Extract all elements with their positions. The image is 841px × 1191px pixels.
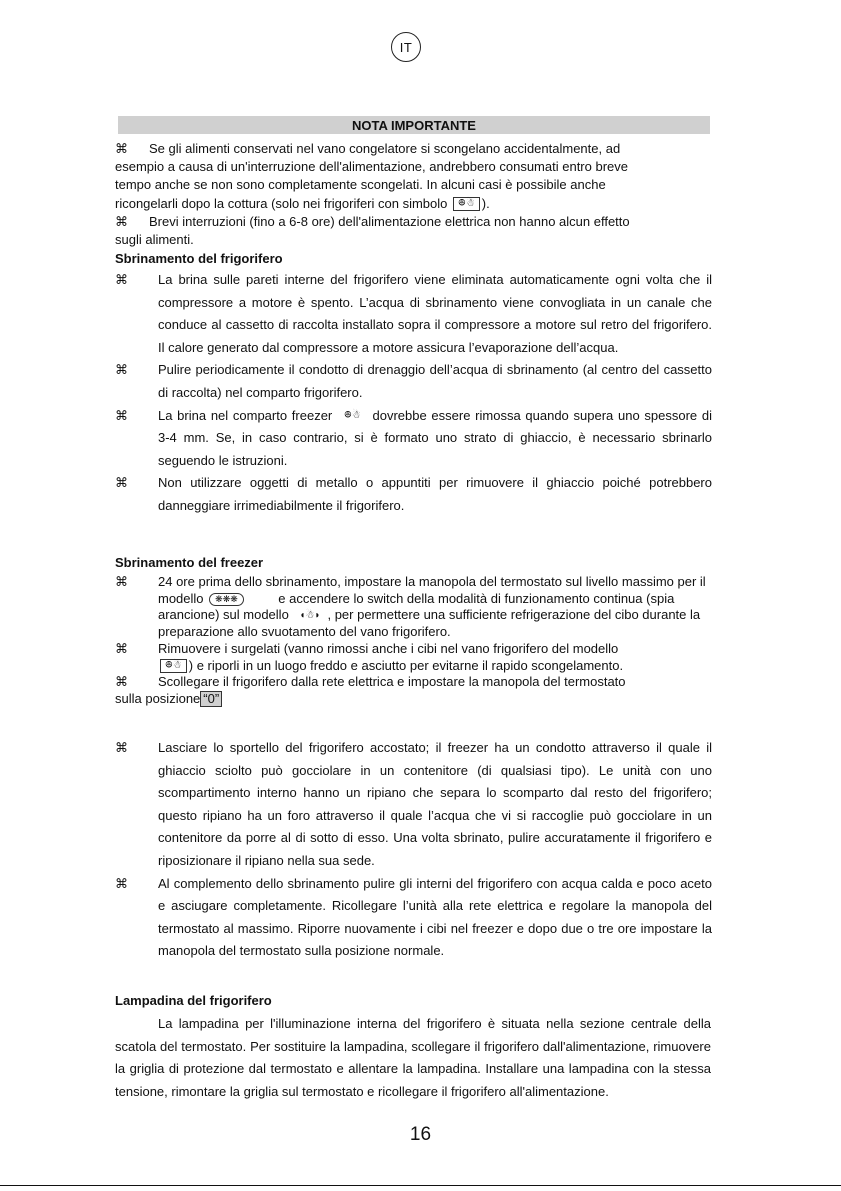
section-heading-frigo: Sbrinamento del frigorifero	[115, 251, 283, 266]
list-item: ⌘ Scollegare il frigorifero dalla rete elettrica e impostare la manopola del termostato	[115, 674, 626, 690]
note-p1-line2: esempio a causa di un'interruzione dell'alimentazione, andrebbero consumati entro breve	[115, 159, 628, 175]
list-item: ⌘ Lasciare lo sportello del frigorifero accostato; il freezer ha un condotto attraverso il quale il ghiaccio sciolto può gocciolare in un contenitore (di qualsiasi tipo). Le unità con uno scompartimento interno hanno un ripiano che separa lo scomparto dal resto del frigorifero; questo ripiano ha un foro attraverso il quale l’acqua che vi si raccoglie può gocciolare in un contenitore da porre al di sotto di esso. Una volta sbrinato, pulire accuratamente il frigorifero e riposizionare il ripiano nella sua sede.	[115, 737, 712, 873]
list-item: ⌘ Pulire periodicamente il condotto di drenaggio dell’acqua di sbrinamento (al centro del cassetto di raccolta) nel comparto frigorifero.	[115, 359, 712, 404]
section-lamp-body: La lampadina per l'illuminazione interna del frigorifero è situata nella sezione centrale della scatola del termostato. Per sostituire la lampadina, scollegare il frigorifero dall'alimentazione, rimuovere la griglia di protezione dal termostato e allentare la lampadina. Installare una lampadina con la stessa tensione, rimontare la griglia sul termostato e ricollegare il frigorifero all'alimentazione.	[115, 1016, 711, 1099]
bullet-icon: ⌘	[115, 475, 128, 491]
model-symbol-icon: ꔮ☃	[453, 197, 480, 211]
bullet-icon: ⌘	[115, 213, 128, 229]
bullet-icon: ⌘	[115, 740, 128, 755]
list-item: ⌘ Rimuovere i surgelati (vanno rimossi anche i cibi nel vano frigorifero del modello	[115, 640, 619, 656]
note-p1-line3: tempo anche se non sono completamente scongelati. In alcuni casi è possibile anche	[115, 177, 606, 193]
zero-position-label: “0”	[200, 691, 222, 707]
list-item: ⌘ Non utilizzare oggetti di metallo o appuntiti per rimuovere il ghiaccio poiché potrebbero danneggiare irrimediabilmente il frigorifero.	[115, 472, 712, 517]
model-symbol-icon: ꔮ☃	[160, 659, 187, 673]
section-heading-freezer: Sbrinamento del freezer	[115, 555, 264, 570]
bullet-icon: ⌘	[115, 407, 128, 423]
note-body	[115, 140, 711, 249]
bullet-icon: ⌘	[115, 674, 128, 690]
model-symbol-icon: ◖☃◗	[299, 609, 321, 621]
bullet-icon: ⌘	[115, 272, 128, 287]
section-list-frigo	[115, 269, 712, 518]
list-item-continuation: sulla posizione “0”	[115, 691, 712, 708]
bullet-icon: ⌘	[115, 574, 128, 589]
section-list-freezer	[115, 574, 712, 708]
bullet-icon: ⌘	[115, 875, 128, 891]
list-item: ⌘ La brina nel comparto freezer ꔮ☃ dovrebbe essere rimossa quando supera uno spessore di 3-4 mm. Se, in caso contrario, si è formato uno strato di ghiaccio, è necessario sbrinarlo seguendo le istruzioni.	[115, 405, 712, 473]
freezer-symbol-icon: ꔮ☃	[344, 410, 361, 422]
list-item-continuation: ꔮ☃ ) e riporli in un luogo freddo e asciutto per evitarne il rapido scongelamento.	[115, 658, 712, 675]
model-three-star-icon: ❋❋❋	[209, 593, 244, 606]
list-item: ⌘ La brina sulle pareti interne del frigorifero viene eliminata automaticamente ogni volta che il compressore a motore è spento. L’acqua di sbrinamento viene convogliata in un canale che conduce al cassetto di raccolta installato sopra il compressore a motore sul retro del frigorifero. Il calore generato dal compressore a motore assicura l’evaporazione dell’acqua.	[115, 269, 712, 359]
note-p1-line1: ⌘ Se gli alimenti conservati nel vano congelatore si scongelano accidentalmente, ad	[115, 140, 711, 158]
list-item: ⌘ 24 ore prima dello sbrinamento, impostare la manopola del termostato sul livello massimo per il modello ❋❋❋ e accendere lo switch della modalità di funzionamento continua (spia arancione) sul modello ◖☃◗ , per permettere una sufficiente refrigerazione del cibo durante la preparazione allo svuotamento del vano frigorifero.	[115, 574, 706, 640]
section-heading-lamp: Lampadina del frigorifero	[115, 993, 272, 1008]
language-badge: IT	[391, 32, 421, 62]
note-p1-line4: ricongelarli dopo la cottura (solo nei frigoriferi con simbolo ꔮ☃ ).	[115, 195, 490, 211]
note-p2-line2: sugli alimenti.	[115, 232, 194, 248]
page-number: 16	[409, 1124, 432, 1145]
note-p2-line1: ⌘ Brevi interruzioni (fino a 6-8 ore) dell'alimentazione elettrica non hanno alcun effetto	[115, 213, 711, 231]
section-list-freezer-2	[115, 737, 712, 963]
bullet-icon: ⌘	[115, 362, 128, 378]
bullet-icon: ⌘	[115, 141, 128, 156]
list-item: ⌘ Al complemento dello sbrinamento pulire gli interni del frigorifero con acqua calda e poco aceto e asciugare completamente. Ricollegare l’unità alla rete elettrica e regolare la manopola del termostato al massimo. Riporre nuovamente i cibi nel freezer e dopo due o tre ore impostare la manopola del termostato sulla posizione normale.	[115, 873, 712, 963]
bottom-rule	[0, 1185, 841, 1186]
note-title: NOTA IMPORTANTE	[352, 117, 476, 133]
bullet-icon: ⌘	[115, 640, 128, 656]
note-title-bar	[118, 116, 710, 134]
